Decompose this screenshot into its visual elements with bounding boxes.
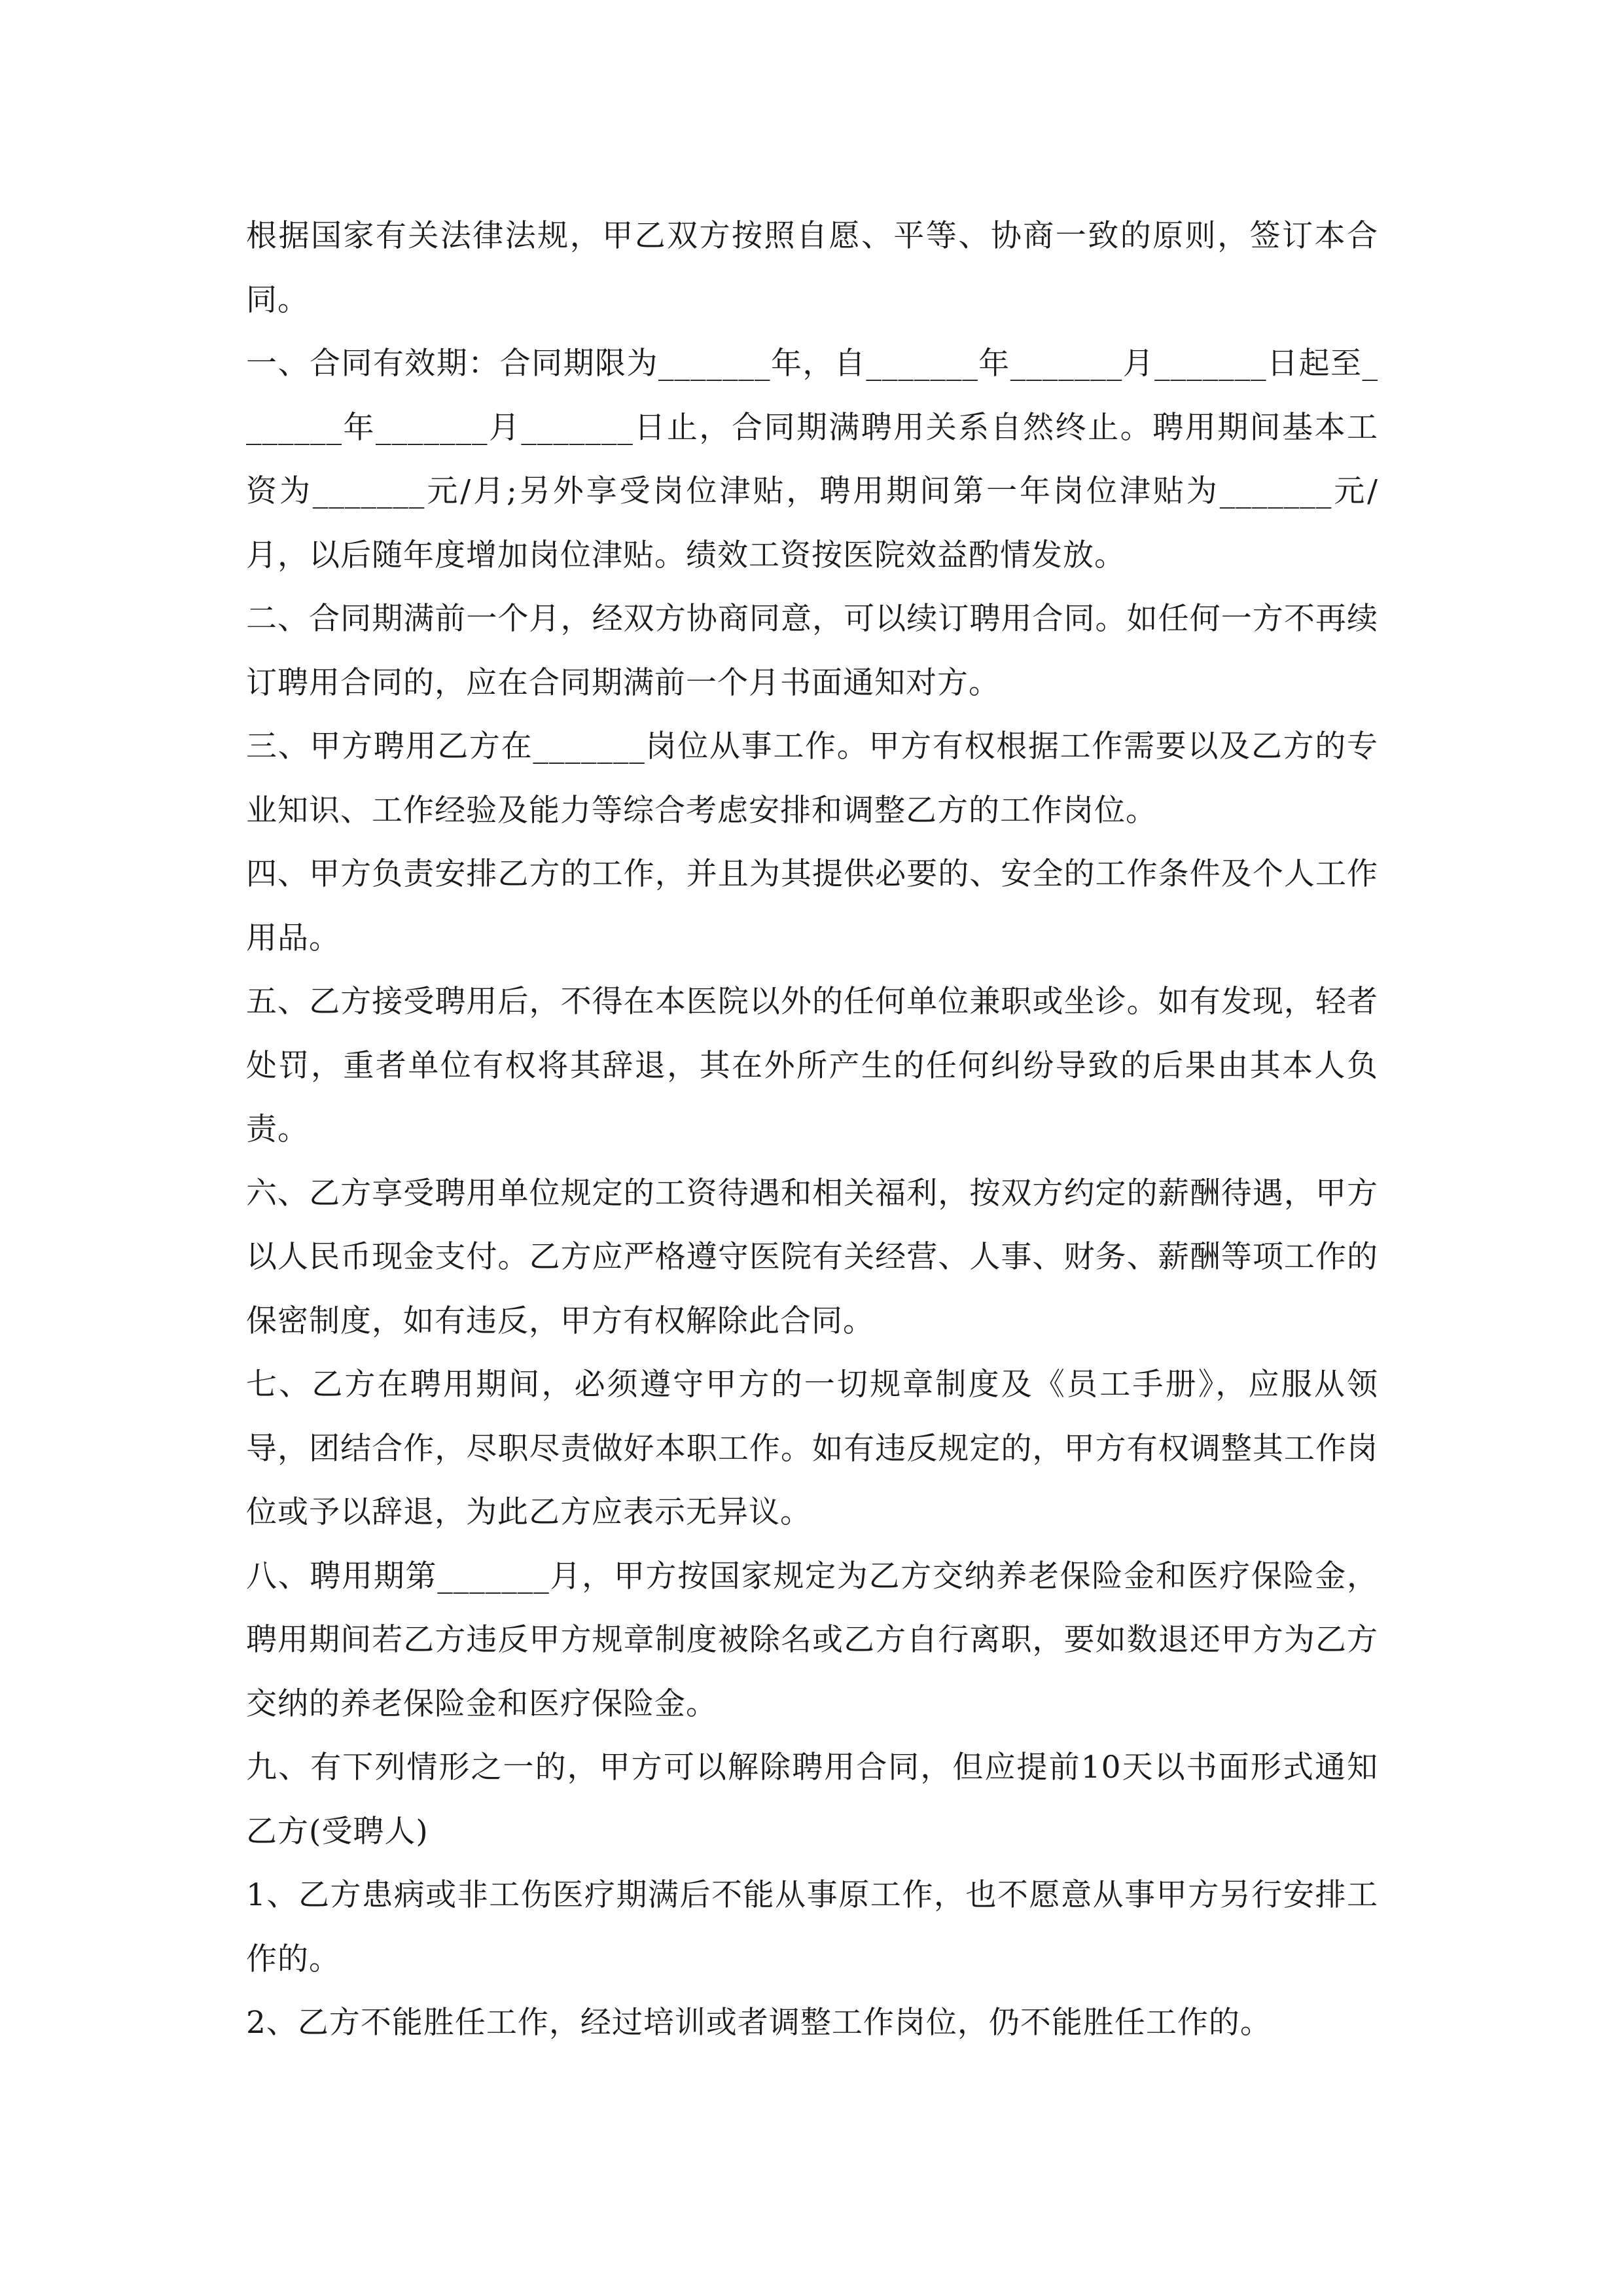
paragraph-clause-1: 一、合同有效期：合同期限为_______年，自_______年_______月_______日起至_______年_______月_______日止，合同期满聘用关系自然终止。聘用期间基本工资为_______元/月;另外享受岗位津贴，聘用期间第一年岗位津贴为_______元/月，以后随年度增加岗位津贴。绩效工资按医院效益酌情发放。: [246, 346, 1378, 573]
paragraph-clause-3: 三、甲方聘用乙方在_______岗位从事工作。甲方有权根据工作需要以及乙方的专业知识、工作经验及能力等综合考虑安排和调整乙方的工作岗位。: [246, 728, 1378, 829]
paragraph-clause-5: 五、乙方接受聘用后，不得在本医院以外的任何单位兼职或坐诊。如有发现，轻者处罚，重者单位有权将其辞退，其在外所产生的任何纠纷导致的后果由其本人负责。: [246, 984, 1378, 1147]
paragraph-intro: 根据国家有关法律法规，甲乙双方按照自愿、平等、协商一致的原则，签订本合同。: [246, 218, 1378, 318]
document-body: [246, 204, 1378, 2055]
paragraph-item-1: 1、乙方患病或非工伤医疗期满后不能从事原工作，也不愿意从事甲方另行安排工作的。: [246, 1877, 1378, 1977]
paragraph-clause-4: 四、甲方负责安排乙方的工作，并且为其提供必要的、安全的工作条件及个人工作用品。: [246, 856, 1378, 956]
paragraph-clause-2: 二、合同期满前一个月，经双方协商同意，可以续订聘用合同。如任何一方不再续订聘用合同的，应在合同期满前一个月书面通知对方。: [246, 601, 1378, 701]
paragraph-clause-6: 六、乙方享受聘用单位规定的工资待遇和相关福利，按双方约定的薪酬待遇，甲方以人民币现金支付。乙方应严格遵守医院有关经营、人事、财务、薪酬等项工作的保密制度，如有违反，甲方有权解除此合同。: [246, 1175, 1378, 1339]
paragraph-clause-8: 八、聘用期第_______月，甲方按国家规定为乙方交纳养老保险金和医疗保险金，聘用期间若乙方违反甲方规章制度被除名或乙方自行离职，要如数退还甲方为乙方交纳的养老保险金和医疗保险金。: [246, 1558, 1378, 1722]
paragraph-clause-7: 七、乙方在聘用期间，必须遵守甲方的一切规章制度及《员工手册》，应服从领导，团结合作，尽职尽责做好本职工作。如有违反规定的，甲方有权调整其工作岗位或予以辞退，为此乙方应表示无异议。: [246, 1367, 1378, 1530]
paragraph-item-2: 2、乙方不能胜任工作，经过培训或者调整工作岗位，仍不能胜任工作的。: [246, 2005, 1272, 2041]
paragraph-clause-9: 九、有下列情形之一的，甲方可以解除聘用合同，但应提前10天以书面形式通知乙方(受聘人): [246, 1749, 1378, 1850]
